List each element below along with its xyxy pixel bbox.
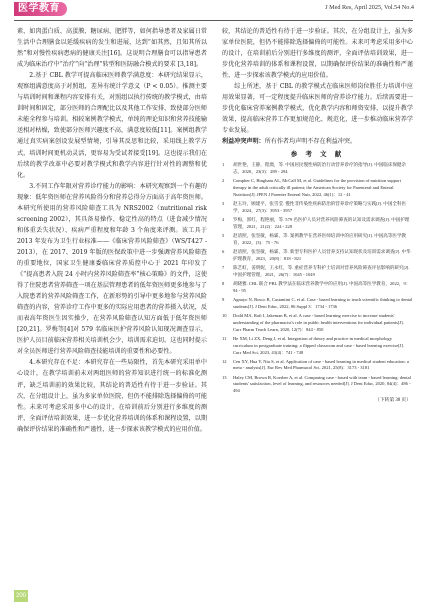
reference-text: He XM, Li ZX, Deng J, et al. Integration of theory and practice in medical morphology curriculum in postgraduate training: a flipped classroom and case - based learning exercise[J]. Curr Med Sci, 2023, 43(4)：741 - 748 (233, 335, 405, 355)
reference-text: Compher C, Bingham AL, McCall M, et al. Guidelines for the provision of nutrition support therapy in the adult critically ill patient; the American Society for Parenteral and Enteral Nutrition[J]. JPEN J Parenter Enteral Nutr, 2022, 46(1)：12 - 41 (233, 178, 401, 198)
conflict-label: 利益冲突声明： (222, 138, 265, 146)
left-column (17, 26, 207, 433)
reference-text: 赵清照，张坚敏，杨霖，等. 新型专科医护人员营养支持认知现状及培训需求调查[J]. 中华护理教育，2023，20(8)：818 - 821 (233, 249, 411, 261)
reference-item (222, 201, 413, 215)
reference-item (222, 178, 413, 198)
right-paragraph-2: 综上所述，基于 CBL 的教学模式在临床医师岗位胜任力培训中应用效果显著，可一定程度提升临床医师的营养诊疗能力。后续需要进一步优化临床营养案例教学模式，优化教学内容和师资安排，以提升教学效果，提高临床营养工作更加规范化、规范化，进一步推动临床营养学专业发展。 (222, 83, 413, 135)
continued-note: （下转第 38 页） (375, 398, 411, 404)
journal-logo: 医学教育 (14, 2, 67, 16)
reference-text: 赵玉玲，顾建平，张雪莹. 慢性非传染性疾病防治的营养诊疗策略与实践[J]. 中国全科医学，2024，27(3)：3953 - 3957 (233, 201, 407, 214)
reference-number: 11 (222, 335, 227, 341)
reference-number: 3 (222, 201, 225, 207)
reference-number: 8 (222, 281, 225, 287)
reference-text: 赵清照，张坚敏，杨霖，等. 案例教学在营养医师培训中的应用研究[J]. 中国高等医学教育，2022，(3)：75 - 76 (233, 233, 407, 245)
reference-text: 陈艺虹，姜明妮，王永红，等. 重症营养专科护士培训对营养风险筛查评估影响的研究[J]. 中国护理管理，2021，26(7)：1045 - 1049 (233, 265, 410, 277)
reference-number: 10 (222, 313, 227, 319)
reference-text: Dodd MA, Rafi I, Jakeman B, et al. A case - based learning exercise to increase students' understanding of the pharmacist's role in public health interventions for individual patients[J]. Curr Pharm Teach Learn, 2020, 12(7)：844 - 850 (233, 313, 404, 332)
reference-item (222, 359, 413, 373)
reference-item (222, 297, 413, 311)
reference-text: Haley CM, Brown B, Koerber A, et al. Comparing case - based with team - based learning: dental students' satisfaction, level of learning, and resources needed[J]. J Dent Educ, 2020, 84(4)：486 - 494 (233, 374, 411, 394)
reference-item (222, 249, 413, 263)
reference-item (222, 375, 413, 395)
reference-number: 4 (222, 217, 225, 223)
reference-number: 9 (222, 297, 225, 303)
right-column (222, 26, 413, 404)
reference-number: 1 (222, 162, 225, 168)
reference-item (222, 162, 413, 176)
left-paragraph-2: 2.基于 CBL 教学可提高临床医师教学满意度：本研究结果显示，观察组满意度高于对照组，差异有统计学意义（P < 0.05）。推测主要与培训时间和课程内容安排有关，对照组以执行传统的教学模式，由培训时间和固定，部分医师的合理配比以及其他工作安排，致使部分医师未能全程参与培训。相较案例教学模式，单纯的理论知识和营养技能输送相对枯燥，致使部分医师兴趣度不高，满意度较低[11]。案例组教学通过真实病案创设发展型情境，引导其反思和比较，采用线上教学方式，培训时间更机动灵活，更容易为受试者接受[19]。这也提示我们在后续的教学改革中必要对教学模式和教学内容进行针对性的调整和优化。 (17, 72, 207, 179)
reference-number: 2 (222, 178, 225, 184)
reference-text: Cen XY, Hua Y, Niu S, et al. Application of case - based learning in medical student education: a meta - analysis[J]. Eur Rev Med Pharmacol Sci, 2021, 25(8)：3173 - 3181 (233, 358, 409, 371)
conflict-statement (222, 136, 413, 147)
reference-text: 胡晓雅. CBL 联合 PBL 教学法在临床营养教学中的应用[J]. 中国高等医学教育，2022，9：94 - 95 (233, 281, 411, 293)
reference-item (222, 217, 413, 231)
left-paragraph-3: 3.不同工作年限对营养诊疗能力的影响：本研究观察到一个有趣的现象：低年资医师在营养风险得分和营养总得分方面高于高年资医师。本研究所使用的营养风险筛查工具为 NRS2002（nutritional risk screening 2002），其具备易操作、稳定性高的特点（进食减少情况和体重丢失状况）、疾病严重程度和年龄 3 个角度来评测。该工具于 2013 年发布为卫生行业标准——《临床营养风险筛查》（WS/T427 - 2013），在 2017、2019 年版的医保政策中进一步强调营养风险筛查的重要地位，国家卫生健康委临床营养质控中心于 2021 年印发了《“提高患者入院 24 小时内营养风险筛查率”核心策略》的文件，这使得了住院患者营养筛查一项在基层管理患者的低年资医师更多地参与了入院患者的营养风险筛查工作，在新形势的引导中更多地参与营养风险筛查的内容，营养诊疗工作中更多的实际应用患者的营养摄入状况，反而表高年资医生因实操少，在营养风险筛查认知方面低于低年资医师[20,21]。罗梅等[4]对 579 名临床医护营养风险认知现况调查显示，医护人员目前临床营养相关培训机会少，培训需求迫切。这也同时提示对全员医师进行营养风险筛查技能培训的重要性和必要性。 (17, 182, 207, 356)
left-paragraph-4: 4.本研究存在不足：本研究存在一些局限性，首先本研究采用单中心设计，在教学培训前未对两组医师的营养知识进行统一的标准化测评，缺乏培训前的效果比较，其结论的普适性有待于进一步验证。其次，在分组设计上，虽为多家单位医院，但仍不能排除选择偏倚的可能性。未来可考虑采用多中心的设计，在培训前后分别进行多维度的测评，全面评估培训效果，进一步优化营养培训的体系和课程设置，以期确保评价结果的准确性和严谨性，进一步探索该教学模式的应用价值。 (17, 359, 207, 433)
page-number: 200 (14, 590, 28, 602)
reference-text: 胡世艳，王静，程澳，等. 中国居民慢性病防治行动营养诊疗的指导[J]. 中国临床保健杂志，2020，23(3)：289 - 294 (233, 162, 407, 175)
reference-number: 13 (222, 374, 227, 380)
journal-info: J Med Res, April 2025, Vol.54 No.4 (325, 4, 414, 11)
conflict-text: 所有作者均声明不存在利益冲突。 (264, 138, 357, 146)
reference-item (222, 265, 413, 279)
right-paragraph-1: 较，其结论的普适性有待于进一步验证。其次，在分组设计上，虽为多家单位医院，但仍不能排除选择偏倚的可能性。未来可考虑采用多中心的设计，在培训前后分别进行多维度的测评，全面评估培训效果，进一步优化营养培训的体系和课程设置，以期确保评价结果的准确性和严谨性，进一步探索该教学模式的应用价值。 (222, 28, 413, 80)
reference-text: Agnayo N, Bosco R, Castantini C, et al. Case - based learning to teach scientific thinking to dental students[J]. J Dent Educ, 2022, 86 Suppl 3：1734 - 1736 (233, 297, 413, 309)
reference-list (222, 162, 413, 395)
reference-number: 7 (222, 265, 225, 271)
reference-number: 5 (222, 233, 225, 239)
reference-number: 6 (222, 249, 225, 255)
reference-item (222, 233, 413, 247)
reference-item (222, 336, 413, 356)
reference-item (222, 281, 413, 295)
reference-number: 12 (222, 358, 227, 364)
left-paragraph-1: 素、如肉蛋白质、高蛋膜、糖尿病、肥胖等，如何指导患者及家属日常生活中合理膳食以延缓疾病的发生和进展，达到“如其然，且知其所以然”和对慢性疾病患病的健康关注[16]。这说明合理膳食可以指导患者成为临床治疗中“治疗”向“治理”转型和医防融合模式的要求 [3,18]。 (17, 28, 207, 69)
page-header (0, 0, 427, 20)
reference-text: 罗梅，郭红，程艳丽，等. 579 名医护人员对营养风险筛查的认知及需求调查[J]. 中国护理管理，2021，21(2)：224 - 228 (233, 217, 410, 230)
header-rule (14, 20, 413, 21)
reference-item (222, 313, 413, 333)
references-title: 参 考 文 献 (290, 150, 345, 159)
